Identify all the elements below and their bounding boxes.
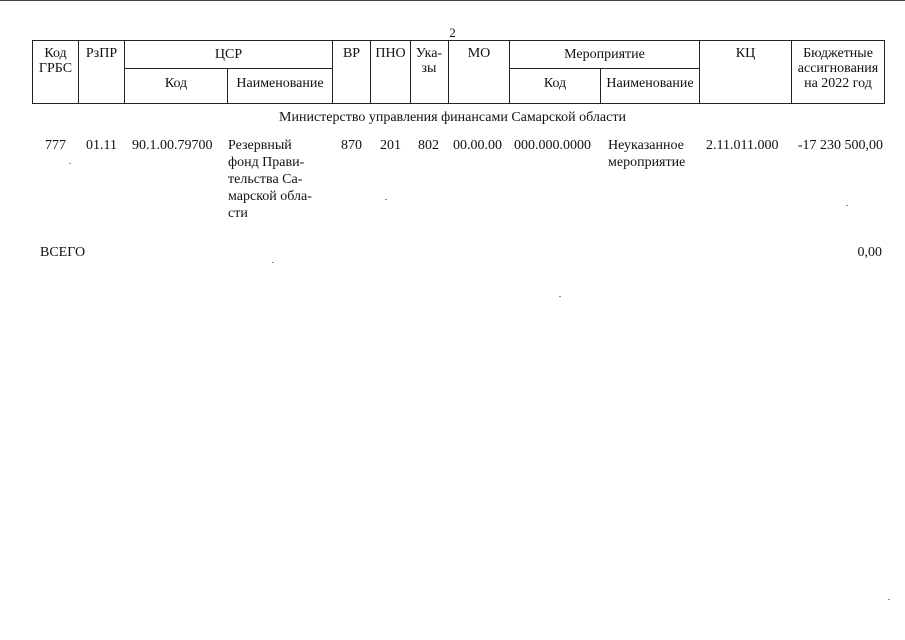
header-budget: Бюджетные ассигнования на 2022 год [797, 46, 879, 91]
cell-mer-kod: 000.000.0000 [514, 138, 591, 153]
header-meropriyatie: Мероприятие [564, 47, 645, 62]
cell-vr: 870 [341, 138, 362, 153]
header-bottom-border [32, 103, 884, 104]
header-pno: ПНО [375, 46, 406, 61]
col-border [884, 40, 885, 104]
cell-mer-name: Неуказанное мероприятие [608, 138, 686, 170]
header-kod-grbs: Код ГРБС [38, 46, 73, 76]
header-csr: ЦСР [214, 47, 243, 62]
cell-kod-grbs: 777 [45, 138, 66, 153]
col-border [410, 40, 411, 104]
cell-kc: 2.11.011.000 [706, 138, 779, 153]
cell-budget: -17 230 500,00 [797, 138, 883, 153]
scan-speck [888, 599, 890, 600]
header-mo: МО [467, 46, 491, 61]
header-mer-kod: Код [543, 76, 567, 91]
total-value: 0,00 [857, 245, 882, 260]
event-subheader-border [509, 68, 699, 69]
cell-csr-name: Резервный фонд Прави-тельства Са-марской обла-сти [228, 138, 312, 221]
header-top-border [32, 40, 884, 41]
header-mer-name: Наименование [606, 76, 694, 91]
cell-ukazy: 802 [418, 138, 439, 153]
cell-csr-kod: 90.1.00.79700 [132, 138, 213, 153]
scan-speck [69, 163, 71, 164]
scan-speck [272, 262, 274, 263]
scan-speck [846, 205, 848, 206]
header-kc: КЦ [735, 46, 756, 61]
scan-speck [385, 199, 387, 200]
cell-mo: 00.00.00 [453, 138, 502, 153]
cell-pno: 201 [380, 138, 401, 153]
organization-title: Министерство управления финансами Самарской области [279, 110, 626, 125]
cell-rzpr: 01.11 [86, 138, 117, 153]
page-top-border [0, 0, 905, 1]
header-rzpr: РзПР [85, 46, 118, 61]
header-csr-kod: Код [164, 76, 188, 91]
header-vr: ВР [342, 46, 361, 61]
scan-speck [559, 296, 561, 297]
total-label: ВСЕГО [40, 245, 86, 260]
header-ukazy: Ука-зы [415, 46, 443, 76]
header-csr-name: Наименование [236, 76, 324, 91]
page-number: 2 [449, 25, 456, 40]
csr-subheader-border [124, 68, 332, 69]
